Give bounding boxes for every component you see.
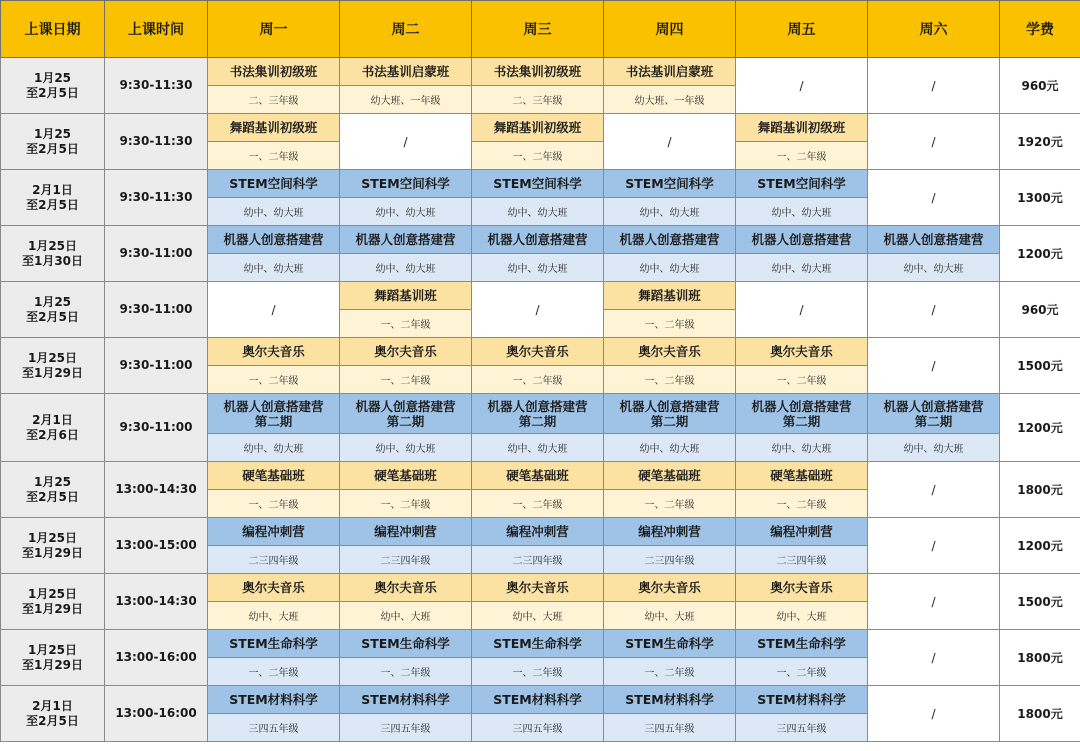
schedule-row (1, 338, 1080, 366)
course-name-friday (736, 170, 868, 198)
course-name-line: 机器人创意搭建营 (883, 232, 984, 247)
fee-cell: 1300元 (1000, 170, 1080, 226)
course-name-line: 硬笔基础班 (770, 468, 833, 483)
course-name-line: STEM空间科学 (361, 176, 450, 191)
course-name-line: 硬笔基础班 (374, 468, 437, 483)
course-name-tuesday (340, 630, 472, 658)
date-line: 1月25 (33, 474, 72, 489)
course-name-wednesday (472, 394, 604, 434)
course-name-tuesday (340, 574, 472, 602)
schedule-row (1, 394, 1080, 434)
course-name-line: 舞蹈基训初级班 (229, 120, 318, 135)
empty-cell-saturday: / (868, 462, 1000, 518)
date-cell (1, 282, 105, 338)
course-name-friday (736, 574, 868, 602)
header-date: 上课日期 (1, 1, 105, 58)
time-cell: 9:30-11:00 (105, 282, 208, 338)
course-name-line: 机器人创意搭建营 (223, 398, 324, 414)
course-name-line: 第二期 (254, 413, 293, 429)
grade-level-thursday: 幼中、幼大班 (604, 198, 736, 226)
course-name-line: 机器人创意搭建营 (223, 232, 324, 247)
grade-level-wednesday: 一、二年级 (472, 142, 604, 170)
grade-level-thursday: 一、二年级 (604, 310, 736, 338)
grade-level-wednesday: 二、三年级 (472, 86, 604, 114)
date-line: 2月1日 (32, 182, 73, 197)
fee-cell: 1500元 (1000, 574, 1080, 630)
date-line: 至2月5日 (26, 197, 79, 212)
date-cell (1, 338, 105, 394)
header-fee: 学费 (1000, 1, 1080, 58)
course-name-line: STEM空间科学 (625, 176, 714, 191)
date-line: 1月25日 (27, 530, 78, 545)
course-name-friday (736, 686, 868, 714)
grade-level-tuesday: 二三四年级 (340, 546, 472, 574)
empty-cell-saturday: / (868, 114, 1000, 170)
course-name-tuesday (340, 394, 472, 434)
course-name-thursday (604, 226, 736, 254)
course-name-line: 硬笔基础班 (506, 468, 569, 483)
course-name-friday (736, 630, 868, 658)
course-name-line: 舞蹈基训班 (638, 288, 701, 303)
grade-level-monday: 幼中、大班 (208, 602, 340, 630)
grade-level-monday: 二三四年级 (208, 546, 340, 574)
course-name-line: 机器人创意搭建营 (619, 398, 720, 414)
course-name-line: 编程冲刺营 (638, 524, 701, 539)
schedule-row (1, 462, 1080, 490)
date-cell (1, 170, 105, 226)
grade-level-friday: 幼中、幼大班 (736, 198, 868, 226)
course-name-line: 编程冲刺营 (242, 524, 305, 539)
header-monday: 周一 (208, 1, 340, 58)
grade-level-tuesday: 幼大班、一年级 (340, 86, 472, 114)
empty-cell-saturday: / (868, 282, 1000, 338)
schedule-row (1, 114, 1080, 142)
date-line: 至2月5日 (26, 713, 79, 728)
course-name-line: STEM材料科学 (757, 692, 846, 707)
date-cell (1, 630, 105, 686)
course-name-tuesday (340, 226, 472, 254)
grade-level-thursday: 幼中、大班 (604, 602, 736, 630)
grade-level-monday: 一、二年级 (208, 142, 340, 170)
course-name-wednesday (472, 170, 604, 198)
course-name-monday (208, 338, 340, 366)
course-name-wednesday (472, 574, 604, 602)
date-cell (1, 226, 105, 282)
header-row (1, 1, 1080, 58)
course-name-line: 舞蹈基训班 (374, 288, 437, 303)
course-name-friday (736, 462, 868, 490)
date-line: 至1月29日 (21, 545, 84, 560)
course-name-tuesday (340, 518, 472, 546)
date-line: 至2月5日 (26, 489, 79, 504)
grade-level-thursday: 幼大班、一年级 (604, 86, 736, 114)
course-name-line: 舞蹈基训初级班 (493, 120, 582, 135)
date-line: 至2月6日 (26, 427, 79, 442)
time-cell: 13:00-15:00 (105, 518, 208, 574)
course-name-line: STEM空间科学 (493, 176, 582, 191)
course-name-friday (736, 518, 868, 546)
time-cell: 9:30-11:00 (105, 394, 208, 462)
course-name-wednesday (472, 518, 604, 546)
schedule-row (1, 518, 1080, 546)
fee-cell: 1200元 (1000, 226, 1080, 282)
date-line: 1月25 (33, 126, 72, 141)
course-name-line: STEM材料科学 (361, 692, 450, 707)
grade-level-friday: 一、二年级 (736, 366, 868, 394)
grade-level-thursday: 三四五年级 (604, 714, 736, 742)
grade-level-thursday: 一、二年级 (604, 490, 736, 518)
course-name-line: 奥尔夫音乐 (242, 580, 305, 595)
course-name-wednesday (472, 226, 604, 254)
course-name-line: 奥尔夫音乐 (770, 344, 833, 359)
grade-level-monday: 二、三年级 (208, 86, 340, 114)
course-name-line: 硬笔基础班 (638, 468, 701, 483)
grade-level-wednesday: 二三四年级 (472, 546, 604, 574)
grade-level-tuesday: 幼中、幼大班 (340, 434, 472, 462)
course-name-tuesday (340, 338, 472, 366)
course-name-friday (736, 114, 868, 142)
course-name-wednesday (472, 462, 604, 490)
time-cell: 9:30-11:30 (105, 58, 208, 114)
course-name-thursday (604, 518, 736, 546)
header-tuesday: 周二 (340, 1, 472, 58)
grade-level-wednesday: 幼中、幼大班 (472, 254, 604, 282)
grade-level-friday: 一、二年级 (736, 490, 868, 518)
empty-cell-saturday: / (868, 630, 1000, 686)
fee-cell: 1500元 (1000, 338, 1080, 394)
course-name-thursday (604, 462, 736, 490)
empty-cell-thursday: / (604, 114, 736, 170)
course-name-line: 第二期 (386, 413, 425, 429)
grade-level-tuesday: 一、二年级 (340, 490, 472, 518)
course-name-line: 书法基训启蒙班 (625, 64, 714, 79)
course-name-line: STEM材料科学 (625, 692, 714, 707)
course-name-wednesday (472, 630, 604, 658)
course-name-monday (208, 518, 340, 546)
course-name-line: 硬笔基础班 (242, 468, 305, 483)
course-name-monday (208, 170, 340, 198)
empty-cell-friday: / (736, 282, 868, 338)
grade-level-wednesday: 幼中、幼大班 (472, 434, 604, 462)
course-name-line: 奥尔夫音乐 (638, 344, 701, 359)
course-name-thursday (604, 282, 736, 310)
time-cell: 9:30-11:30 (105, 114, 208, 170)
schedule-row (1, 226, 1080, 254)
date-cell (1, 574, 105, 630)
header-wednesday: 周三 (472, 1, 604, 58)
date-line: 至1月29日 (21, 365, 84, 380)
course-name-line: 奥尔夫音乐 (374, 344, 437, 359)
course-name-thursday (604, 394, 736, 434)
grade-level-wednesday: 幼中、幼大班 (472, 198, 604, 226)
empty-cell-tuesday: / (340, 114, 472, 170)
grade-level-monday: 幼中、幼大班 (208, 198, 340, 226)
schedule-row (1, 686, 1080, 714)
course-name-thursday (604, 574, 736, 602)
grade-level-thursday: 二三四年级 (604, 546, 736, 574)
course-name-line: 第二期 (518, 413, 557, 429)
course-name-line: 编程冲刺营 (770, 524, 833, 539)
grade-level-thursday: 幼中、幼大班 (604, 434, 736, 462)
course-name-tuesday (340, 170, 472, 198)
date-cell (1, 114, 105, 170)
grade-level-friday: 幼中、幼大班 (736, 254, 868, 282)
course-name-monday (208, 114, 340, 142)
course-name-thursday (604, 686, 736, 714)
course-name-thursday (604, 58, 736, 86)
time-cell: 13:00-14:30 (105, 574, 208, 630)
date-line: 1月25 (33, 70, 72, 85)
schedule-row (1, 282, 1080, 310)
schedule-row (1, 170, 1080, 198)
grade-level-saturday: 幼中、幼大班 (868, 254, 1000, 282)
course-name-line: 奥尔夫音乐 (638, 580, 701, 595)
grade-level-thursday: 幼中、幼大班 (604, 254, 736, 282)
date-cell (1, 686, 105, 742)
grade-level-monday: 幼中、幼大班 (208, 434, 340, 462)
course-name-saturday (868, 394, 1000, 434)
grade-level-wednesday: 一、二年级 (472, 658, 604, 686)
empty-cell-saturday: / (868, 574, 1000, 630)
grade-level-monday: 一、二年级 (208, 490, 340, 518)
course-name-line: 机器人创意搭建营 (355, 232, 456, 247)
date-cell (1, 58, 105, 114)
grade-level-thursday: 一、二年级 (604, 366, 736, 394)
course-name-monday (208, 462, 340, 490)
date-line: 2月1日 (32, 698, 73, 713)
course-name-line: 机器人创意搭建营 (751, 232, 852, 247)
course-name-monday (208, 58, 340, 86)
course-name-line: STEM材料科学 (229, 692, 318, 707)
grade-level-tuesday: 幼中、幼大班 (340, 198, 472, 226)
course-name-monday (208, 574, 340, 602)
grade-level-saturday: 幼中、幼大班 (868, 434, 1000, 462)
course-name-monday (208, 394, 340, 434)
course-name-tuesday (340, 58, 472, 86)
course-name-monday (208, 686, 340, 714)
course-name-line: 第二期 (914, 413, 953, 429)
fee-cell: 1800元 (1000, 686, 1080, 742)
date-cell (1, 462, 105, 518)
grade-level-tuesday: 一、二年级 (340, 658, 472, 686)
date-cell (1, 394, 105, 462)
grade-level-friday: 一、二年级 (736, 658, 868, 686)
course-name-line: 机器人创意搭建营 (487, 232, 588, 247)
empty-cell-friday: / (736, 58, 868, 114)
grade-level-tuesday: 三四五年级 (340, 714, 472, 742)
schedule-row (1, 630, 1080, 658)
fee-cell: 1200元 (1000, 518, 1080, 574)
grade-level-monday: 一、二年级 (208, 658, 340, 686)
header-time: 上课时间 (105, 1, 208, 58)
course-name-tuesday (340, 282, 472, 310)
empty-cell-saturday: / (868, 170, 1000, 226)
empty-cell-monday: / (208, 282, 340, 338)
course-name-line: 奥尔夫音乐 (506, 580, 569, 595)
grade-level-wednesday: 一、二年级 (472, 366, 604, 394)
empty-cell-saturday: / (868, 686, 1000, 742)
grade-level-wednesday: 幼中、大班 (472, 602, 604, 630)
course-name-line: 机器人创意搭建营 (487, 398, 588, 414)
course-name-line: STEM空间科学 (229, 176, 318, 191)
course-name-thursday (604, 338, 736, 366)
grade-level-thursday: 一、二年级 (604, 658, 736, 686)
fee-cell: 1200元 (1000, 394, 1080, 462)
course-name-line: STEM生命科学 (361, 636, 450, 651)
course-name-friday (736, 338, 868, 366)
course-name-line: 机器人创意搭建营 (355, 398, 456, 414)
course-name-friday (736, 394, 868, 434)
date-line: 2月1日 (32, 412, 73, 427)
grade-level-friday: 三四五年级 (736, 714, 868, 742)
date-cell (1, 518, 105, 574)
course-name-line: STEM生命科学 (493, 636, 582, 651)
time-cell: 9:30-11:00 (105, 226, 208, 282)
course-name-line: 编程冲刺营 (374, 524, 437, 539)
date-line: 至2月5日 (26, 309, 79, 324)
fee-cell: 960元 (1000, 282, 1080, 338)
fee-cell: 1920元 (1000, 114, 1080, 170)
date-line: 至1月29日 (21, 657, 84, 672)
fee-cell: 1800元 (1000, 630, 1080, 686)
empty-cell-wednesday: / (472, 282, 604, 338)
grade-level-friday: 幼中、幼大班 (736, 434, 868, 462)
course-name-wednesday (472, 338, 604, 366)
course-name-friday (736, 226, 868, 254)
grade-level-friday: 一、二年级 (736, 142, 868, 170)
grade-level-wednesday: 一、二年级 (472, 490, 604, 518)
grade-level-monday: 幼中、幼大班 (208, 254, 340, 282)
course-name-monday (208, 226, 340, 254)
time-cell: 13:00-16:00 (105, 630, 208, 686)
course-name-wednesday (472, 114, 604, 142)
grade-level-tuesday: 幼中、大班 (340, 602, 472, 630)
grade-level-monday: 一、二年级 (208, 366, 340, 394)
fee-cell: 960元 (1000, 58, 1080, 114)
course-name-line: 奥尔夫音乐 (242, 344, 305, 359)
grade-level-friday: 二三四年级 (736, 546, 868, 574)
schedule-row (1, 58, 1080, 86)
course-name-line: STEM生命科学 (625, 636, 714, 651)
course-name-tuesday (340, 686, 472, 714)
grade-level-wednesday: 三四五年级 (472, 714, 604, 742)
course-name-line: STEM生命科学 (757, 636, 846, 651)
course-name-wednesday (472, 58, 604, 86)
course-name-line: 舞蹈基训初级班 (757, 120, 846, 135)
grade-level-tuesday: 幼中、幼大班 (340, 254, 472, 282)
time-cell: 9:30-11:30 (105, 170, 208, 226)
course-name-line: 机器人创意搭建营 (619, 232, 720, 247)
course-name-line: STEM材料科学 (493, 692, 582, 707)
date-line: 1月25 (33, 294, 72, 309)
grade-level-monday: 三四五年级 (208, 714, 340, 742)
course-name-line: 机器人创意搭建营 (751, 398, 852, 414)
date-line: 至1月30日 (21, 253, 84, 268)
date-line: 至1月29日 (21, 601, 84, 616)
schedule-row (1, 574, 1080, 602)
date-line: 1月25日 (27, 238, 78, 253)
empty-cell-saturday: / (868, 338, 1000, 394)
course-name-thursday (604, 630, 736, 658)
grade-level-tuesday: 一、二年级 (340, 310, 472, 338)
course-name-line: 第二期 (782, 413, 821, 429)
course-name-line: 编程冲刺营 (506, 524, 569, 539)
header-saturday: 周六 (868, 1, 1000, 58)
date-line: 1月25日 (27, 586, 78, 601)
date-line: 至2月5日 (26, 141, 79, 156)
course-name-line: 第二期 (650, 413, 689, 429)
empty-cell-saturday: / (868, 518, 1000, 574)
schedule-body (1, 58, 1080, 742)
course-name-line: 奥尔夫音乐 (374, 580, 437, 595)
course-name-line: 书法基训启蒙班 (361, 64, 450, 79)
course-name-line: 机器人创意搭建营 (883, 398, 984, 414)
course-name-thursday (604, 170, 736, 198)
course-name-line: 奥尔夫音乐 (506, 344, 569, 359)
time-cell: 13:00-16:00 (105, 686, 208, 742)
course-name-line: STEM空间科学 (757, 176, 846, 191)
date-line: 1月25日 (27, 350, 78, 365)
course-name-monday (208, 630, 340, 658)
header-friday: 周五 (736, 1, 868, 58)
header-thursday: 周四 (604, 1, 736, 58)
course-name-line: STEM生命科学 (229, 636, 318, 651)
date-line: 至2月5日 (26, 85, 79, 100)
grade-level-friday: 幼中、大班 (736, 602, 868, 630)
time-cell: 13:00-14:30 (105, 462, 208, 518)
fee-cell: 1800元 (1000, 462, 1080, 518)
empty-cell-saturday: / (868, 58, 1000, 114)
time-cell: 9:30-11:00 (105, 338, 208, 394)
course-name-wednesday (472, 686, 604, 714)
date-line: 1月25日 (27, 642, 78, 657)
course-name-saturday (868, 226, 1000, 254)
course-name-line: 奥尔夫音乐 (770, 580, 833, 595)
course-name-line: 书法集训初级班 (229, 64, 318, 79)
course-name-tuesday (340, 462, 472, 490)
course-name-line: 书法集训初级班 (493, 64, 582, 79)
grade-level-tuesday: 一、二年级 (340, 366, 472, 394)
